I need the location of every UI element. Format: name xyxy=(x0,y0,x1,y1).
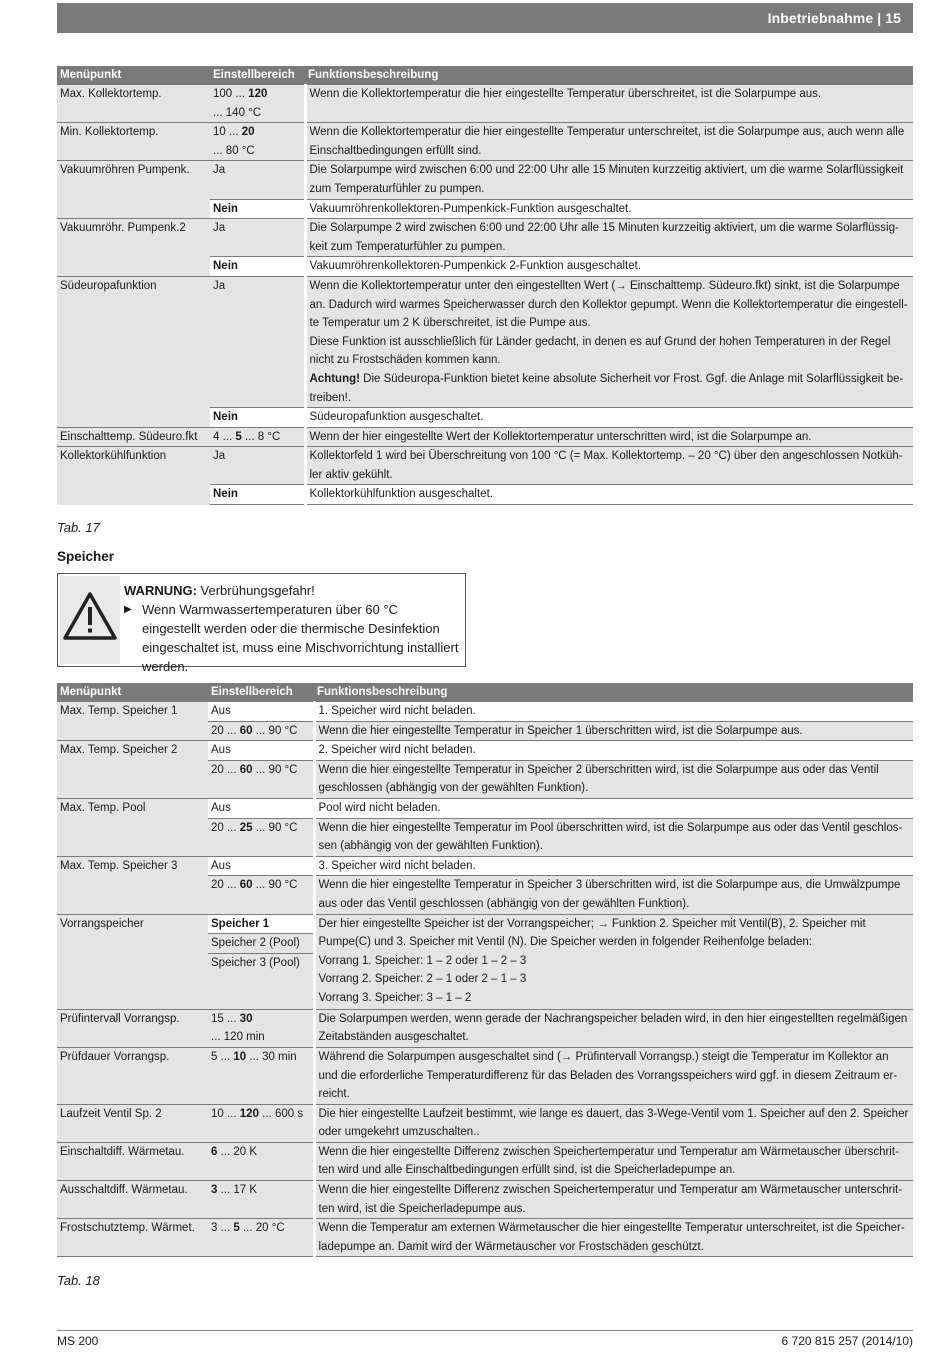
description: Wenn die Kollektortemperatur die hier eingestellte Temperatur überschreitet, ist die Solarpumpe aus. xyxy=(305,85,913,123)
table-header-row xyxy=(57,66,913,85)
description: Die Solarpumpen werden, wenn gerade der Nachrangspeicher beladen wird, in den hier eingestellten regelmäßigen Zeitabständen ausgeschaltet. xyxy=(314,1009,913,1047)
description: 1. Speicher wird nicht beladen. xyxy=(314,702,913,722)
description: Wenn die hier eingestellte Differenz zwischen Speichertemperatur und Temperatur am Wärmetauscher überschrit-ten wird und alle Einschaltbedingungen erfüllt sind, ist die Speicherladepumpe an. xyxy=(314,1142,913,1180)
setting-range: Nein xyxy=(210,199,305,219)
page-footer xyxy=(57,1330,913,1348)
menu-item: Einschaltdiff. Wärmetau. xyxy=(57,1142,208,1180)
table-row xyxy=(57,1104,913,1142)
menu-item: Vakuumröhr. Pumpenk.2 xyxy=(57,219,210,277)
table-row xyxy=(57,447,913,485)
setting-range: Ja xyxy=(210,161,305,199)
table-caption: Tab. 17 xyxy=(57,520,100,535)
setting-range: Nein xyxy=(210,257,305,277)
setting-range: Aus xyxy=(208,702,314,722)
col-header-range: Einstellbereich xyxy=(210,66,305,85)
description: Die Solarpumpe 2 wird zwischen 6:00 und 22:00 Uhr alle 15 Minuten kurzzeitig aktiviert, um die warme Solarflüssig-keit zum Temperaturfühler zu pumpen. xyxy=(305,219,913,257)
table-row xyxy=(57,798,913,818)
description: Wenn die hier eingestellte Temperatur im Pool überschritten wird, ist die Solarpumpe aus oder das Ventil geschlos-sen (abhängig von der gewählten Funktion). xyxy=(314,818,913,856)
description: Wenn die Temperatur am externen Wärmetauscher die hier eingestellte Temperatur unterschreitet, ist die Speicher-ladepumpe an. Damit wird der Wärmetauscher vor Frostschäden geschützt. xyxy=(314,1219,913,1257)
description: Kollektorfeld 1 wird bei Überschreitung von 100 °C (= Max. Kollektortemp. – 20 °C) über den angeschlossen Notküh-ler aktiv gekühlt. xyxy=(305,447,913,485)
menu-item: Max. Kollektortemp. xyxy=(57,85,210,123)
setting-range: 20 ... 60 ... 90 °C xyxy=(208,721,314,741)
description: Kollektorkühlfunktion ausgeschaltet. xyxy=(305,485,913,505)
table-row xyxy=(57,856,913,876)
table-row xyxy=(57,702,913,722)
setting-range: 10 ... 120 ... 600 s xyxy=(208,1104,314,1142)
warning-label: WARNUNG: xyxy=(124,583,197,598)
menu-item: Vorrangspeicher xyxy=(57,914,208,1009)
description: 3. Speicher wird nicht beladen. xyxy=(314,856,913,876)
table-row xyxy=(57,161,913,199)
table-row xyxy=(57,1009,913,1047)
table-row xyxy=(57,276,913,407)
setting-range: 20 ... 25 ... 90 °C xyxy=(208,818,314,856)
table-caption: Tab. 18 xyxy=(57,1273,100,1288)
description: Der hier eingestellte Speicher ist der Vorrangspeicher; → Funktion 2. Speicher mit Ventil(B), 2. Speicher mit Pumpe(C) und 3. Speicher mit Ventil (N). Die Speicher werden in folgender Reihenfolge beladen: Vorrang 1. Speicher: 1 – 2 oder 1 – 2 – 3 Vorrang 2. Speicher: 2 – 1 oder 2 – 1 – 3 Vorrang 3. Speicher: 3 – 1 – 2 xyxy=(314,914,913,1009)
description: Wenn die hier eingestellte Temperatur in Speicher 1 überschritten wird, ist die Solarpumpe aus. xyxy=(314,721,913,741)
setting-range: 10 ... 20 ... 80 °C xyxy=(210,123,305,161)
setting-range: Aus xyxy=(208,856,314,876)
warning-body: Wenn Warmwassertemperaturen über 60 °C eingestellt werden oder die thermische Desinfektion eingeschaltet ist, muss eine Mischvorrichtung installiert werden. xyxy=(142,602,459,674)
footer-product: MS 200 xyxy=(57,1334,99,1348)
table-row xyxy=(57,1219,913,1257)
setting-range: Speicher 3 (Pool) xyxy=(208,953,314,1009)
footer-doc-number: 6 720 815 257 (2014/10) xyxy=(781,1334,913,1348)
page-header xyxy=(57,3,913,33)
description: Die hier eingestellte Laufzeit bestimmt, wie lange es dauert, das 3-Wege-Ventil vom 1. Speicher auf den 2. Speicher oder umgekehrt umzuschalten.. xyxy=(314,1104,913,1142)
menu-item: Einschalttemp. Südeuro.fkt xyxy=(57,427,210,447)
setting-range: 20 ... 60 ... 90 °C xyxy=(208,760,314,798)
col-header-description: Funktionsbeschreibung xyxy=(305,66,913,85)
setting-range: Nein xyxy=(210,408,305,428)
description: Während die Solarpumpen ausgeschaltet sind (→ Prüfintervall Vorrangsp.) steigt die Temperatur im Kollektor an und die erforderliche Temperaturdifferenz für das Beladen des Vorrangsspeichers wird ggf. in diesem Zeitraum er-reicht. xyxy=(314,1047,913,1104)
setting-range: 4 ... 5 ... 8 °C xyxy=(210,427,305,447)
table-row xyxy=(57,85,913,123)
description: Wenn die Kollektortemperatur die hier eingestellte Temperatur unterschreitet, ist die Solarpumpe aus, auch wenn alle Einschaltbedingungen erfüllt sind. xyxy=(305,123,913,161)
col-header-menu: Menüpunkt xyxy=(57,66,210,85)
warning-icon-panel xyxy=(60,576,120,664)
setting-range: 5 ... 10 ... 30 min xyxy=(208,1047,314,1104)
warning-text xyxy=(124,581,460,676)
table-row xyxy=(57,741,913,761)
col-header-description: Funktionsbeschreibung xyxy=(314,683,913,702)
menu-item: Laufzeit Ventil Sp. 2 xyxy=(57,1104,208,1142)
warning-bullet xyxy=(124,600,460,676)
setting-range: Aus xyxy=(208,798,314,818)
description: Südeuropafunktion ausgeschaltet. xyxy=(305,408,913,428)
setting-range: Aus xyxy=(208,741,314,761)
col-header-menu: Menüpunkt xyxy=(57,683,208,702)
menu-item: Prüfintervall Vorrangsp. xyxy=(57,1009,208,1047)
page-header-title: Inbetriebnahme | 15 xyxy=(767,10,901,26)
warning-headline: Verbrühungsgefahr! xyxy=(196,583,315,598)
table-row xyxy=(57,123,913,161)
description: Wenn die Kollektortemperatur unter den eingestellten Wert (→ Einschalttemp. Südeuro.fkt) sinkt, ist die Solarpumpe an. Dadurch wird warmes Speicherwasser durch den Kollektor gepumpt. Wenn die Kollektortemperatur die eingestell-te Temperatur um 2 K überschreitet, ist die Pumpe aus. Diese Funktion ist ausschließlich für Länder gedacht, in denen es auf Grund der hohen Temperaturen in der Regel nicht zu Frostschäden kommen kann. Achtung! Die Südeuropa-Funktion bietet keine absolute Sicherheit vor Frost. Ggf. die Anlage mit Solarflüssigkeit be-treiben!. xyxy=(305,276,913,407)
table-17 xyxy=(57,66,913,505)
setting-range: 100 ... 120 ... 140 °C xyxy=(210,85,305,123)
description: 2. Speicher wird nicht beladen. xyxy=(314,741,913,761)
setting-range: 3 ... 17 K xyxy=(208,1181,314,1219)
menu-item: Kollektorkühlfunktion xyxy=(57,447,210,505)
table-row xyxy=(57,427,913,447)
menu-item: Max. Temp. Pool xyxy=(57,798,208,856)
description: Wenn die hier eingestellte Temperatur in Speicher 2 überschritten wird, ist die Solarpumpe aus oder das Ventil geschlossen (abhängig von der gewählten Funktion). xyxy=(314,760,913,798)
menu-item: Frostschutztemp. Wärmet. xyxy=(57,1219,208,1257)
description: Vakuumröhrenkollektoren-Pumpenkick-Funktion ausgeschaltet. xyxy=(305,199,913,219)
warning-heading xyxy=(124,581,460,600)
setting-range: Speicher 1 xyxy=(208,914,314,934)
description: Wenn die hier eingestellte Temperatur in Speicher 3 überschritten wird, ist die Solarpumpe aus, die Umwälzpumpe aus oder das Ventil geschlossen (abhängig von der gewählten Funktion). xyxy=(314,876,913,914)
setting-range: Ja xyxy=(210,447,305,485)
table-row xyxy=(57,914,913,934)
menu-item: Min. Kollektortemp. xyxy=(57,123,210,161)
setting-range: Ja xyxy=(210,219,305,257)
setting-range: 15 ... 30 ... 120 min xyxy=(208,1009,314,1047)
setting-range: Speicher 2 (Pool) xyxy=(208,934,314,954)
table-row xyxy=(57,219,913,257)
description: Wenn der hier eingestellte Wert der Kollektortemperatur unterschritten wird, ist die Solarpumpe an. xyxy=(305,427,913,447)
col-header-range: Einstellbereich xyxy=(208,683,314,702)
description: Pool wird nicht beladen. xyxy=(314,798,913,818)
section-title: Speicher xyxy=(57,549,115,564)
setting-range: 3 ... 5 ... 20 °C xyxy=(208,1219,314,1257)
table-18 xyxy=(57,683,913,1257)
table-header-row xyxy=(57,683,913,702)
setting-range: 6 ... 20 K xyxy=(208,1142,314,1180)
description: Die Solarpumpe wird zwischen 6:00 und 22:00 Uhr alle 15 Minuten kurzzeitig aktiviert, um die warme Solarflüssigkeit zum Temperaturfühler zu pumpen. xyxy=(305,161,913,199)
menu-item: Max. Temp. Speicher 1 xyxy=(57,702,208,741)
menu-item: Max. Temp. Speicher 3 xyxy=(57,856,208,914)
description: Wenn die hier eingestellte Differenz zwischen Speichertemperatur und Temperatur am Wärmetauscher unterschrit-ten wird, ist die Speicherladepumpe aus. xyxy=(314,1181,913,1219)
menu-item: Vakuumröhren Pumpenk. xyxy=(57,161,210,219)
setting-range: Ja xyxy=(210,276,305,407)
table-row xyxy=(57,1047,913,1104)
warning-triangle-icon xyxy=(62,590,118,642)
menu-item: Max. Temp. Speicher 2 xyxy=(57,741,208,799)
setting-range: Nein xyxy=(210,485,305,505)
bullet-arrow-icon: ▶ xyxy=(124,604,132,615)
menu-item: Südeuropafunktion xyxy=(57,276,210,427)
menu-item: Ausschaltdiff. Wärmetau. xyxy=(57,1181,208,1219)
setting-range: 20 ... 60 ... 90 °C xyxy=(208,876,314,914)
warning-box xyxy=(57,573,466,674)
table-row xyxy=(57,1142,913,1180)
description: Vakuumröhrenkollektoren-Pumpenkick 2-Funktion ausgeschaltet. xyxy=(305,257,913,277)
table-row xyxy=(57,1181,913,1219)
menu-item: Prüfdauer Vorrangsp. xyxy=(57,1047,208,1104)
